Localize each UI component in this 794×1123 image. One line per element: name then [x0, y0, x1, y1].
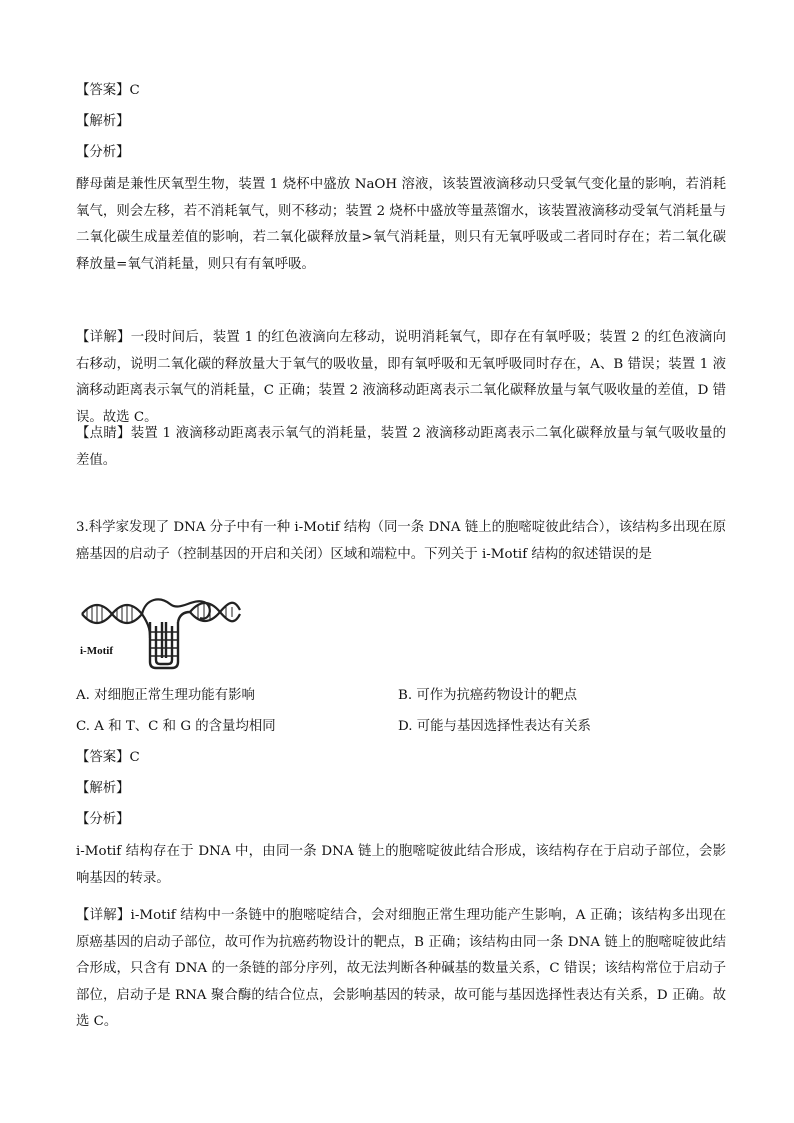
q3-answer: 【答案】C — [76, 750, 140, 765]
i-motif-figure — [80, 592, 242, 672]
q2-point — [76, 421, 726, 474]
q3-fenxi-text: i-Motif 结构存在于 DNA 中，由同一条 DNA 链上的胞嘧啶彼此结合形成，该结构存在于启动子部位，会影响基因的转录。 — [76, 844, 726, 886]
q2-detail-text: 一段时间后，装置 1 的红色液滴向左移动，说明消耗氧气，即存在有氧呼吸；装置 2 的红色液滴向右移动，说明二氧化碳的释放量大于氧气的吸收量，即有氧呼吸和无氧呼吸同时存在，A、B 错误；装置 1 液滴移动距离表示氧气的消耗量，C 正确；装置 2 液滴移动距离表示二氧化碳释放量与氧气吸收量的差值，D 错误。故选 C。 — [76, 330, 727, 425]
q3-option-b: B. 可作为抗癌药物设计的靶点 — [398, 688, 578, 703]
q3-fenxi-heading: 【分析】 — [76, 812, 130, 827]
q2-analysis-heading: 【解析】 — [76, 114, 130, 129]
q2-fenxi-heading: 【分析】 — [76, 145, 130, 160]
q2-point-tag: 【点睛】 — [76, 426, 131, 441]
q3-detail-tag: 【详解】 — [76, 908, 131, 923]
q3-option-d: D. 可能与基因选择性表达有关系 — [398, 719, 591, 734]
q2-answer: 【答案】C — [76, 83, 140, 98]
q3-option-c: C. A 和 T、C 和 G 的含量均相同 — [76, 719, 276, 734]
q3-analysis-heading: 【解析】 — [76, 781, 130, 796]
q2-fenxi-text: 酵母菌是兼性厌氧型生物，装置 1 烧杯中盛放 NaOH 溶液，该装置液滴移动只受氧气变化量的影响，若消耗氧气，则会左移，若不消耗氧气，则不移动；装置 2 烧杯中盛放等量蒸馏水，该装置液滴移动受氧气消耗量与二氧化碳生成量差值的影响，若二氧化碳释放量>氧气消耗量，则只有无氧呼吸或二者同时存在；若二氧化碳释放量=氧气消耗量，则只有有氧呼吸。 — [76, 177, 726, 272]
q3-detail — [76, 903, 726, 1036]
q2-point-text: 装置 1 液滴移动距离表示氧气的消耗量，装置 2 液滴移动距离表示二氧化碳释放量与氧气吸收量的差值。 — [76, 426, 727, 468]
i-motif-label: i-Motif — [80, 645, 113, 657]
q3-stem: 3.科学家发现了 DNA 分子中有一种 i-Motif 结构（同一条 DNA 链上的胞嘧啶彼此结合），该结构多出现在原癌基因的启动子（控制基因的开启和关闭）区域和端粒中。下列关于 i-Motif 结构的叙述错误的是 — [76, 520, 726, 562]
q3-option-a: A. 对细胞正常生理功能有影响 — [76, 688, 255, 703]
q3-detail-text: i-Motif 结构中一条链中的胞嘧啶结合，会对细胞正常生理功能产生影响，A 正确；该结构多出现在原癌基因的启动子部位，故可作为抗癌药物设计的靶点，B 正确；该结构由同一条 DNA 链上的胞嘧啶彼此结合形成，只含有 DNA 的一条链的部分序列，故无法判断各种碱基的数量关系，C 错误；该结构常位于启动子部位，启动子是 RNA 聚合酶的结合位点，会影响基因的转录，故可能与基因选择性表达有关系，D 正确。故选 C。 — [76, 908, 726, 1029]
q2-detail-tag: 【详解】 — [76, 330, 131, 345]
q2-detail — [76, 325, 726, 431]
